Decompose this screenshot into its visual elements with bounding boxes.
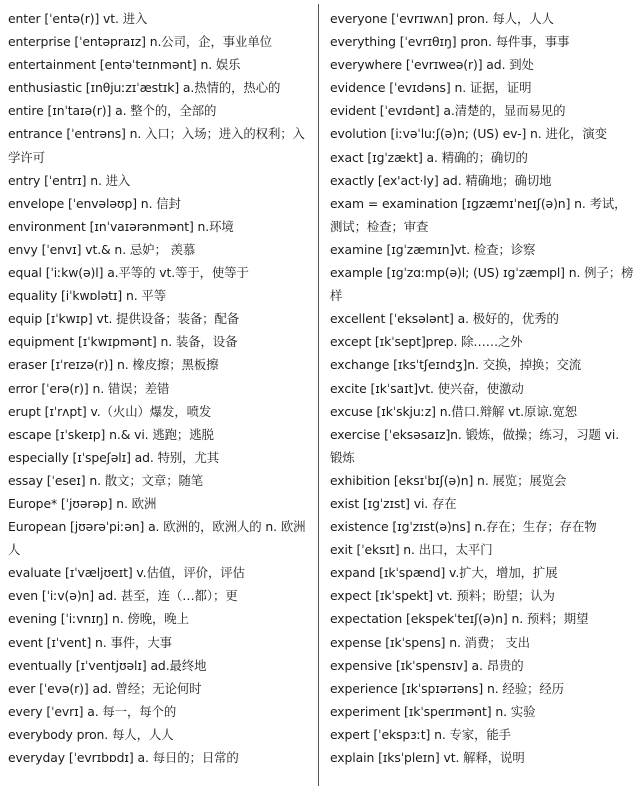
vocab-entry: everybody pron. 每人，人人 bbox=[8, 726, 174, 742]
vocab-entry: everything [ˈevrɪθɪŋ] pron. 每件事，事事 bbox=[330, 34, 570, 50]
vocab-entry: erupt [ɪˈrʌpt] v.（火山）爆发，喷发 bbox=[8, 403, 212, 419]
vocab-entry: enthusiastic [ɪnθjuːzɪˈæstɪk] a.热情的，热心的 bbox=[8, 80, 281, 96]
vocab-entry: equal [ˈiːkw(ə)l] a.平等的 vt.等于，使等于 bbox=[8, 265, 249, 281]
vocab-entry: exam = examination [ɪgzæmɪˈneɪʃ(ə)n] n. 考试，测试；检查；审查 bbox=[330, 195, 627, 234]
vocab-entry: everyone [ˈevrɪwʌn] pron. 每人，人人 bbox=[330, 11, 554, 26]
vocab-entry: example [ɪgˈzɑːmp(ə)l; (US) ɪgˈzæmpl] n. 例子；榜样 bbox=[330, 265, 634, 304]
vocab-entry: evident [ˈevɪdənt] a.清楚的，显而易见的 bbox=[330, 103, 566, 119]
vocab-entry: excuse [ɪkˈskjuːz] n.借口.辩解 vt.原谅.宽恕 bbox=[330, 403, 577, 419]
vocab-entry: exercise [ˈeksəsaɪz]n. 锻炼，做操；练习，习题 vi. 锻炼 bbox=[330, 426, 620, 465]
vocab-entry: everywhere [ˈevrɪweə(r)] ad. 到处 bbox=[330, 57, 534, 73]
vocab-entry: except [ɪkˈsept]prep. 除……之外 bbox=[330, 334, 523, 350]
vocab-entry: explain [ɪksˈpleɪn] vt. 解释，说明 bbox=[330, 750, 525, 765]
vocab-entry: expert [ˈekspɜːt] n. 专家，能手 bbox=[330, 726, 511, 742]
column-divider bbox=[318, 4, 319, 786]
vocab-entry: expensive [ɪkˈspensɪv] a. 昂贵的 bbox=[330, 657, 524, 673]
vocab-entry: every [ˈevrɪ] a. 每一，每个的 bbox=[8, 703, 177, 719]
vocab-entry: entrance [ˈentrəns] n. 入口；入场；进入的权利；入学许可 bbox=[8, 126, 305, 165]
vocab-entry: exhibition [eksɪˈbɪʃ(ə)n] n. 展览；展览会 bbox=[330, 472, 567, 488]
vocab-entry: envelope [ˈenvələʊp] n. 信封 bbox=[8, 195, 181, 211]
vocab-entry: excite [ɪkˈsaɪt]vt. 使兴奋，使激动 bbox=[330, 380, 524, 396]
vocab-entry: exactly [ex'act·ly] ad. 精确地；确切地 bbox=[330, 172, 552, 188]
vocab-entry: entertainment [entəˈteɪnmənt] n. 娱乐 bbox=[8, 57, 241, 73]
vocab-entry: essay [ˈeseɪ] n. 散文；文章；随笔 bbox=[8, 472, 204, 488]
vocab-entry: European [jʊərəˈpiːən] a. 欧洲的，欧洲人的 n. 欧洲人 bbox=[8, 519, 306, 558]
vocab-entry: everyday [ˈevrɪbɒdɪ] a. 每日的；日常的 bbox=[8, 750, 239, 765]
vocab-entry: event [ɪˈvent] n. 事件，大事 bbox=[8, 634, 172, 650]
vocab-entry: enter [ˈentə(r)] vt. 进入 bbox=[8, 11, 148, 26]
vocab-entry: ever [ˈevə(r)] ad. 曾经；无论何时 bbox=[8, 680, 202, 696]
vocab-entry: expectation [ekspekˈteɪʃ(ə)n] n. 预料；期望 bbox=[330, 611, 589, 627]
vocab-entry: examine [ɪgˈzæmɪn]vt. 检查；诊察 bbox=[330, 241, 536, 257]
right-column bbox=[330, 7, 635, 769]
vocab-entry: expense [ɪkˈspens] n. 消费； 支出 bbox=[330, 634, 530, 650]
vocab-entry: exact [ɪgˈzækt] a. 精确的；确切的 bbox=[330, 149, 528, 165]
vocab-entry: equipment [ɪˈkwɪpmənt] n. 装备，设备 bbox=[8, 334, 238, 350]
vocab-entry: evidence [ˈevɪdəns] n. 证据，证明 bbox=[330, 80, 532, 96]
vocab-entry: even [ˈiːv(ə)n] ad. 甚至，连（…都）；更 bbox=[8, 588, 238, 604]
vocab-entry: exist [ɪgˈzɪst] vi. 存在 bbox=[330, 495, 457, 511]
vocab-entry: equality [iˈkwɒlətɪ] n. 平等 bbox=[8, 288, 167, 304]
vocab-entry: existence [ɪgˈzɪst(ə)ns] n.存在；生存；存在物 bbox=[330, 519, 597, 535]
vocab-entry: especially [ɪˈspeʃəlɪ] ad. 特别，尤其 bbox=[8, 449, 220, 465]
vocab-entry: error [ˈerə(r)] n. 错误；差错 bbox=[8, 380, 170, 396]
vocab-entry: environment [ɪnˈvaɪərənmənt] n.环境 bbox=[8, 218, 234, 234]
vocab-entry: evolution [iːvəˈluːʃ(ə)n; (US) ev-] n. 进化，演变 bbox=[330, 126, 607, 142]
vocab-entry: escape [ɪˈskeɪp] n.& vi. 逃跑；逃脱 bbox=[8, 426, 214, 442]
vocab-entry: evening [ˈiːvnɪŋ] n. 傍晚，晚上 bbox=[8, 611, 189, 627]
vocab-entry: Europe* [ˈjʊərəp] n. 欧洲 bbox=[8, 495, 157, 511]
vocab-entry: enterprise [ˈentəpraɪz] n.公司，企，事业单位 bbox=[8, 34, 272, 50]
vocab-entry: expect [ɪkˈspekt] vt. 预料；盼望；认为 bbox=[330, 588, 555, 604]
vocab-entry: excellent [ˈeksələnt] a. 极好的，优秀的 bbox=[330, 311, 559, 327]
vocab-entry: experiment [ɪkˈsperɪmənt] n. 实验 bbox=[330, 703, 536, 719]
vocab-entry: entry [ˈentrɪ] n. 进入 bbox=[8, 172, 131, 188]
vocab-entry: eraser [ɪˈreɪzə(r)] n. 橡皮擦；黑板擦 bbox=[8, 357, 219, 373]
vocab-entry: eventually [ɪˈventjʊəlɪ] ad.最终地 bbox=[8, 657, 207, 673]
vocab-entry: equip [ɪˈkwɪp] vt. 提供设备；装备；配备 bbox=[8, 311, 240, 327]
vocab-entry: envy [ˈenvɪ] vt.& n. 忌妒； 羡慕 bbox=[8, 241, 196, 257]
vocab-entry: exit [ˈeksɪt] n. 出口，太平门 bbox=[330, 542, 493, 558]
vocab-entry: entire [ɪnˈtaɪə(r)] a. 整个的，全部的 bbox=[8, 103, 217, 119]
vocab-entry: evaluate [ɪˈvæljʊeɪt] v.估值，评价，评估 bbox=[8, 565, 245, 581]
vocab-entry: experience [ɪkˈspɪərɪəns] n. 经验；经历 bbox=[330, 680, 564, 696]
vocab-entry: exchange [ɪksˈtʃeɪndʒ]n. 交换，掉换；交流 bbox=[330, 357, 582, 373]
vocab-entry: expand [ɪkˈspænd] v.扩大，增加，扩展 bbox=[330, 565, 558, 581]
left-column bbox=[8, 7, 313, 769]
